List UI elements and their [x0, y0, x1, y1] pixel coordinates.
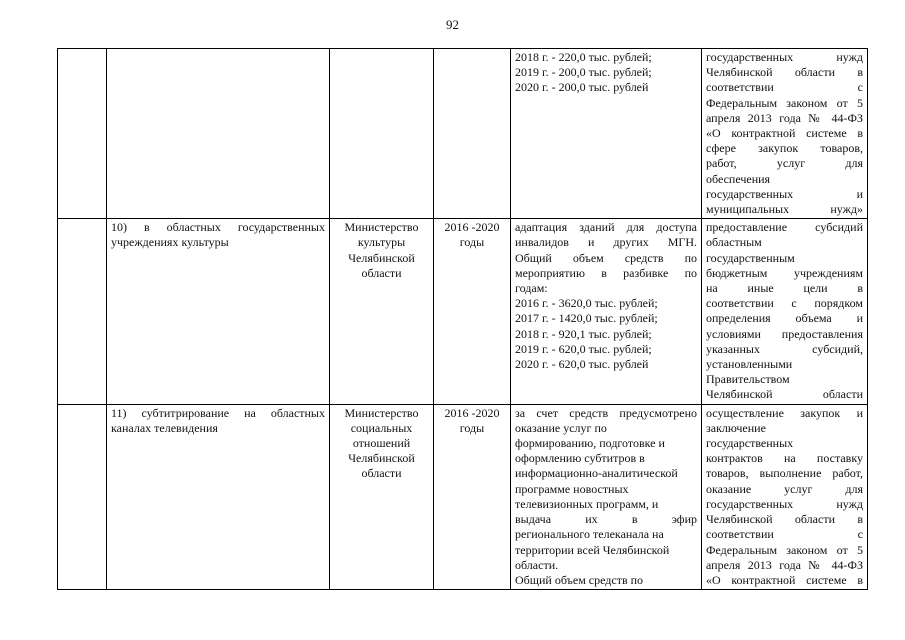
mechanism-line: сфере закупок товаров, — [706, 141, 863, 156]
mechanism-line: работ, услуг для — [706, 156, 863, 171]
mechanism-line: заключение — [706, 420, 766, 435]
mechanism-line: областным — [706, 235, 762, 250]
mechanism-line: апреля 2013 года № 44-ФЗ — [706, 557, 863, 572]
mechanism-line: условиями предоставления — [706, 326, 863, 341]
result-line: за счет средств предусмотрено — [515, 405, 697, 420]
mechanism-line: государственным — [706, 250, 795, 265]
mechanism-line: Правительством — [706, 372, 790, 387]
mechanism-line: муниципальных нужд» — [706, 202, 863, 217]
result-line: телевизионных программ, и — [515, 496, 659, 511]
period-cell: 2016 -2020 годы — [434, 219, 511, 404]
table-row — [58, 219, 868, 404]
mechanism-line: определения объема и — [706, 311, 863, 326]
result-line: территории всей Челябинской — [515, 542, 670, 557]
result-line: 2017 г. - 1420,0 тыс. рублей; — [515, 311, 658, 326]
mechanism-cell — [702, 49, 868, 219]
mechanism-line: Федеральным законом от 5 — [706, 542, 863, 557]
result-line: регионального телеканала на — [515, 527, 664, 542]
mechanism-line: обеспечения — [706, 171, 771, 186]
mechanism-line: апреля 2013 года № 44-ФЗ — [706, 110, 863, 125]
table-row — [58, 404, 868, 589]
result-line: 2020 г. - 200,0 тыс. рублей — [515, 80, 649, 95]
mechanism-line: соответствии с — [706, 80, 863, 95]
result-line: информационно-аналитической — [515, 466, 678, 481]
result-line: выдача их в эфир — [515, 512, 697, 527]
event-cell: 11) субтитрирование на областных каналах телевидения — [107, 404, 330, 589]
row-number-cell — [58, 49, 107, 219]
result-line: 2016 г. - 3620,0 тыс. рублей; — [515, 296, 658, 311]
event-cell: 10) в областных государственных учреждениях культуры — [107, 219, 330, 404]
result-line: мероприятию в разбивке по — [515, 265, 697, 280]
mechanism-line: установленными — [706, 357, 793, 372]
mechanism-line: Федеральным законом от 5 — [706, 95, 863, 110]
result-line: 2019 г. - 200,0 тыс. рублей; — [515, 65, 652, 80]
responsible-cell: Министерство социальных отношений Челябинской области — [330, 404, 434, 589]
result-line: 2020 г. - 620,0 тыс. рублей — [515, 357, 649, 372]
row-number-cell — [58, 404, 107, 589]
mechanism-line: соответствии с — [706, 527, 863, 542]
mechanism-line: соответствии с порядком — [706, 296, 863, 311]
mechanism-line: оказание услуг для — [706, 481, 863, 496]
result-line: Общий объем средств по — [515, 572, 644, 587]
event-cell — [107, 49, 330, 219]
result-line: Общий объем средств по — [515, 250, 697, 265]
mechanism-line: «О контрактной системе в — [706, 572, 863, 587]
responsible-cell: Министерство культуры Челябинской области — [330, 219, 434, 404]
mechanism-line: «О контрактной системе в — [706, 126, 863, 141]
measures-table — [57, 48, 868, 590]
table-row — [58, 49, 868, 219]
mechanism-line: контрактов на поставку — [706, 451, 863, 466]
mechanism-line: Челябинской области в — [706, 65, 863, 80]
mechanism-line: Челябинской области в — [706, 512, 863, 527]
mechanism-cell — [702, 219, 868, 404]
mechanism-line: Челябинской области — [706, 387, 863, 402]
result-line: оформлению субтитров в — [515, 451, 645, 466]
result-line: 2019 г. - 620,0 тыс. рублей; — [515, 341, 652, 356]
period-cell: 2016 -2020 годы — [434, 404, 511, 589]
result-line: годам: — [515, 281, 548, 296]
result-line: инвалидов и других МГН. — [515, 235, 697, 250]
result-line: оказание услуг по — [515, 420, 607, 435]
result-cell — [511, 49, 702, 219]
result-line: программе новостных — [515, 481, 629, 496]
result-line: 2018 г. - 920,1 тыс. рублей; — [515, 326, 652, 341]
mechanism-line: на иные цели в — [706, 281, 863, 296]
mechanism-line: указанных субсидий, — [706, 341, 863, 356]
result-cell — [511, 404, 702, 589]
result-line: 2018 г. - 220,0 тыс. рублей; — [515, 50, 652, 64]
result-line: области. — [515, 557, 559, 572]
mechanism-line: осуществление закупок и — [706, 405, 863, 420]
page-number: 92 — [446, 17, 459, 32]
mechanism-line: государственных и — [706, 186, 863, 201]
result-line: адаптация зданий для доступа — [515, 220, 697, 235]
mechanism-line: государственных нужд — [706, 50, 863, 64]
mechanism-line: государственных нужд — [706, 496, 863, 511]
result-line: формированию, подготовке и — [515, 436, 665, 451]
result-cell — [511, 219, 702, 404]
mechanism-line: бюджетным учреждениям — [706, 265, 863, 280]
mechanism-line: товаров, выполнение работ, — [706, 466, 863, 481]
responsible-cell — [330, 49, 434, 219]
row-number-cell — [58, 219, 107, 404]
mechanism-cell — [702, 404, 868, 589]
mechanism-line: предоставление субсидий — [706, 220, 863, 235]
mechanism-line: государственных — [706, 436, 794, 451]
period-cell — [434, 49, 511, 219]
